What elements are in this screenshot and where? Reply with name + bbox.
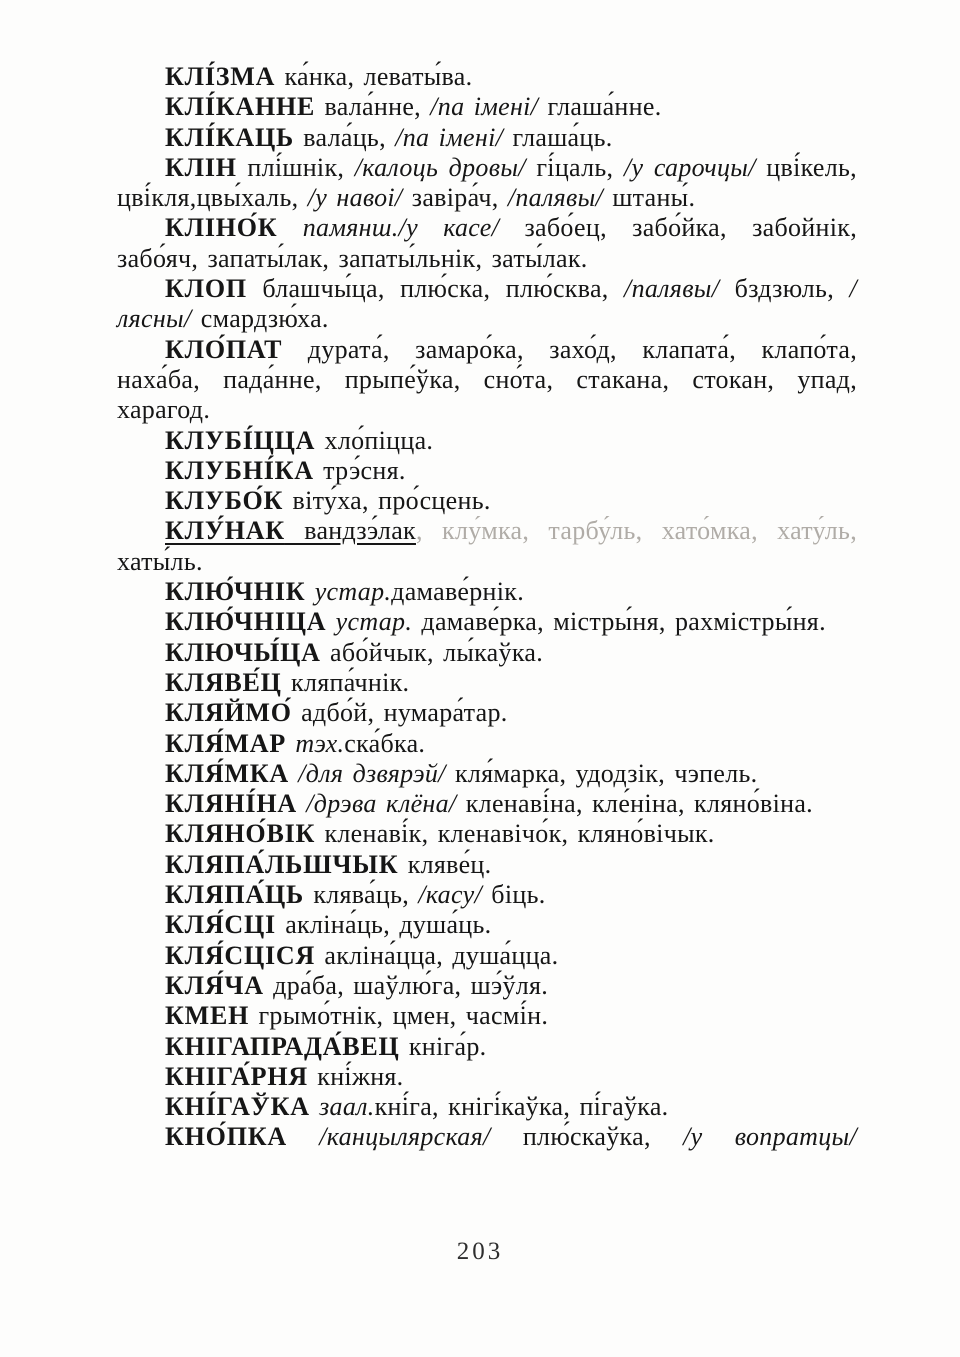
headword: КЛЯ́МАР — [165, 728, 287, 758]
dictionary-entry — [117, 153, 857, 214]
dictionary-entry — [117, 1092, 857, 1122]
entry-text: /палявы/ — [507, 183, 604, 213]
entry-text: грымо́тнік, цмен, часмі́н. — [249, 1001, 549, 1031]
headword: КЛЯНІ́НА — [165, 789, 297, 819]
headword: КЛУ́НАК — [165, 516, 285, 546]
entry-text: /канцылярская/ — [286, 1122, 491, 1152]
headword: КЛУБІ́ЦЦА — [165, 425, 316, 455]
headword: КЛІ́КАННЕ — [165, 92, 316, 122]
entry-text: кляве́ц. — [398, 849, 492, 879]
entry-text: /касу/ — [418, 880, 482, 910]
headword: КЛЮ́ЧНІК — [165, 577, 306, 607]
entry-text: , клу́мка, тарбу́ль, хато́мка, хату́ль, — [415, 516, 858, 546]
entry-text: ска́бка. — [344, 728, 426, 758]
headword: КЛЯ́СЦІСЯ — [165, 940, 316, 970]
dictionary-entry — [117, 607, 857, 637]
headword: КНІГАПРАДА́ВЕЦ — [165, 1031, 400, 1061]
entry-text: дра́ба, шаўлю́га, шэ́ўля. — [263, 970, 549, 1000]
entry-text: глаша́нне. — [538, 92, 662, 122]
entry-text: віту́ха, про́сцень. — [283, 486, 491, 516]
entry-text: кніга́р. — [399, 1031, 487, 1061]
entry-text: /па імені/ — [430, 92, 539, 122]
entry-text: заал. — [309, 1092, 375, 1122]
entry-text: цві́кель, цві́кля,цвы́халь, — [117, 152, 857, 213]
dictionary-entry — [117, 789, 857, 819]
headword: КЛЮ́ЧНІЦА — [165, 607, 327, 637]
entry-text: кленаві́на, кле́ніна, кляно́віна. — [456, 789, 813, 819]
entry-text: глаша́ць. — [503, 122, 613, 152]
dictionary-entry — [117, 92, 857, 122]
entry-text: блашчы́ца, плю́ска, плю́сква, — [246, 274, 625, 304]
entry-text: тэх. — [286, 728, 345, 758]
headword: КЛЯПА́ЦЬ — [165, 880, 305, 910]
entry-text: /у навоі/ — [307, 183, 403, 213]
headword: КЛІН — [165, 152, 237, 182]
entry-text: кні́га, кнігі́каўка, пі́гаўка. — [374, 1092, 669, 1122]
headword: КЛІ́КАЦЬ — [165, 122, 294, 152]
dictionary-entry — [117, 516, 857, 577]
headword: КЛЯНО́ВІК — [165, 819, 316, 849]
dictionary-entry — [117, 1122, 857, 1152]
entry-text: /па імені/ — [395, 122, 504, 152]
entry-text: /палявы/ — [624, 274, 720, 304]
dictionary-entry — [117, 123, 857, 153]
page-number: 203 — [456, 1238, 504, 1265]
entry-text: дамаве́рнік. — [391, 577, 524, 607]
entry-text: клява́ць, — [304, 880, 419, 910]
dictionary-entry — [117, 638, 857, 668]
entry-text: адбо́й, нумара́тар. — [291, 698, 508, 728]
entry-text: плю́скаўка, — [490, 1122, 684, 1152]
headword: КЛУБО́К — [165, 486, 284, 516]
dictionary-entry — [117, 698, 857, 728]
entry-text: кні́жня. — [307, 1061, 404, 1091]
entry-text: кленаві́к, кленавічо́к, кляно́вічык. — [315, 819, 715, 849]
dictionary-entry — [117, 426, 857, 456]
dictionary-entry — [117, 1062, 857, 1092]
entry-text: акліна́цца, душа́цца. — [315, 940, 559, 970]
entry-text: кля́марка, удодзік, чэпель. — [445, 758, 758, 788]
dictionary-entry — [117, 971, 857, 1001]
dictionary-entry — [117, 910, 857, 940]
headword: КЛЯВЕ́Ц — [165, 667, 282, 697]
entry-text: дамаве́рка, містры́ня, рахмістры́ня. — [412, 607, 826, 637]
entry-text: /лясны/ — [117, 274, 857, 334]
headword: КНІГА́РНЯ — [165, 1061, 308, 1091]
headword: КЛОП — [165, 274, 247, 304]
entry-text: трэ́сня. — [313, 455, 406, 485]
entry-text: памянш./у касе/ — [277, 213, 500, 243]
headword: КЛЮЧЫ́ЦА — [165, 637, 321, 667]
dictionary-entry — [117, 456, 857, 486]
dictionary-entry — [117, 577, 857, 607]
headword: КЛО́ПАТ — [165, 334, 283, 364]
entry-text: або́йчык, лы́каўка. — [320, 637, 543, 667]
entry-text: гі́цаль, — [525, 152, 624, 182]
headword: КМЕН — [165, 1001, 250, 1031]
headword: КЛЯ́ЧА — [165, 970, 264, 1000]
entry-text: плі́шнік, — [236, 152, 355, 182]
entries-list — [117, 62, 857, 1153]
entry-text: дурата́, замаро́ка, захо́д, клапата́, клапо́та, наха́ба, пада́нне, прыпе́ўка, сно́та, стакана, стокан, упад, харагод. — [117, 334, 857, 425]
entry-text: /у сарочцы/ — [623, 152, 756, 182]
headword: КЛЯ́СЦІ — [165, 910, 276, 940]
dictionary-entry — [117, 486, 857, 516]
entry-text: ка́нка, леваты́ва. — [275, 62, 473, 91]
entry-text: забо́ец, забо́йка, забойнік, забо́яч, запаты́лак, запаты́льнік, заты́лак. — [117, 213, 857, 273]
dictionary-entry — [117, 759, 857, 789]
entry-text: устар. — [305, 577, 392, 607]
dictionary-entry — [117, 729, 857, 759]
headword: КЛЯПА́ЛЬШЧЫК — [165, 849, 399, 879]
headword: КЛЯ́МКА — [165, 758, 289, 788]
headword: КЛЯЙМО́ — [165, 698, 292, 728]
entry-text: /для дзвярэй/ — [288, 758, 446, 788]
headword: КЛІНО́К — [165, 213, 278, 243]
dictionary-entry — [117, 1032, 857, 1062]
dictionary-entry — [117, 274, 857, 335]
entry-text: бздзюль, — [719, 274, 850, 304]
dictionary-entry — [117, 880, 857, 910]
entry-text: /калоць дровы/ — [354, 152, 526, 182]
entry-text: /дрэва клёна/ — [296, 789, 457, 819]
entry-text: біць. — [482, 880, 546, 910]
headword: КНО́ПКА — [165, 1122, 287, 1152]
entry-text: вала́ць, — [294, 122, 396, 152]
entry-text: вала́нне, — [315, 92, 431, 122]
dictionary-entry — [117, 335, 857, 426]
entry-text: акліна́ць, душа́ць. — [275, 910, 492, 940]
headword: КЛУБНІ́КА — [165, 455, 314, 485]
headword: КНІ́ГАЎКА — [165, 1092, 310, 1122]
entry-text: смардзю́ха. — [191, 304, 329, 334]
dictionary-entry — [117, 850, 857, 880]
entry-text: устар. — [326, 607, 413, 637]
dictionary-entry — [117, 668, 857, 698]
dictionary-entry — [117, 941, 857, 971]
entry-text: вандзэ́лак — [284, 516, 416, 546]
dictionary-entry — [117, 213, 857, 274]
dictionary-entry — [117, 1001, 857, 1031]
entry-text: штаны́. — [603, 183, 696, 213]
dictionary-entry — [117, 819, 857, 849]
entry-text: хаты́ль. — [117, 546, 203, 576]
entry-text: завіра́ч, — [402, 183, 508, 213]
headword: КЛІ́ЗМА — [165, 62, 276, 91]
dictionary-entry — [117, 62, 857, 92]
entry-text: хло́піцца. — [315, 425, 434, 455]
entry-text: /у вопратцы/ — [683, 1122, 857, 1152]
entry-text: кляпа́чнік. — [281, 667, 410, 697]
